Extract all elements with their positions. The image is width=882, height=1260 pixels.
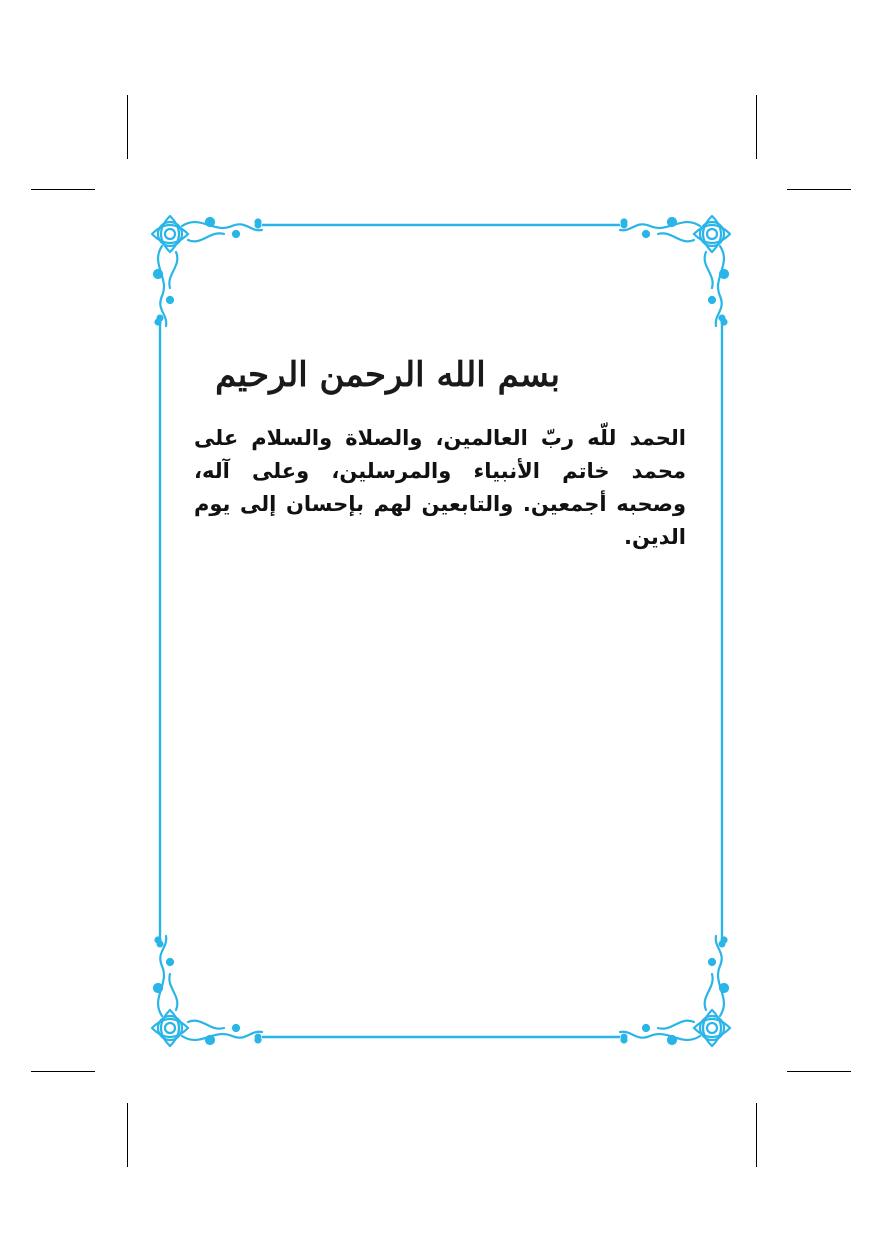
corner-ornament-bottom-left <box>152 936 262 1046</box>
corner-ornament-top-left <box>152 216 262 326</box>
corner-ornament-bottom-right <box>620 936 730 1046</box>
basmala-heading: بسم الله الرحمن الرحيم <box>215 355 560 395</box>
opening-paragraph: الحمد للّه ربّ العالمين، والصلاة والسلام على محمد خاتم الأنبياء والمرسلين، وعلى آله، وصحبه أجمعين. والتابعين لهم بإحسان إلى يوم الدين. <box>194 426 686 549</box>
corner-ornament-top-right <box>620 216 730 326</box>
